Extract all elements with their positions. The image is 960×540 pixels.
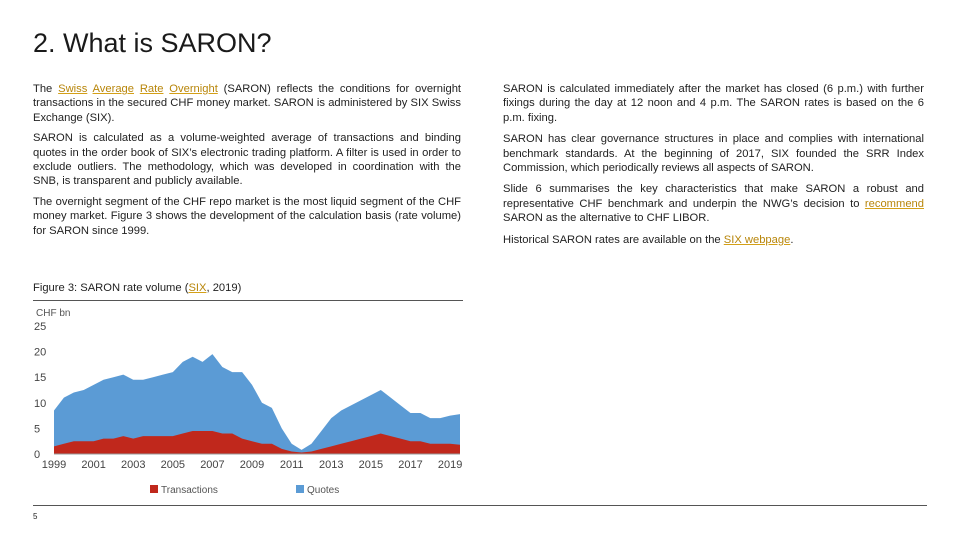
- chart-svg: [28, 304, 468, 500]
- figure-caption: [33, 282, 241, 294]
- x-tick-label: 2001: [81, 459, 106, 471]
- text-segment: Historical SARON rates are available on the: [503, 233, 724, 246]
- link-six-webpage[interactable]: SIX webpage: [723, 233, 791, 246]
- y-tick-label: 20: [34, 346, 47, 359]
- y-tick-label: 0: [34, 449, 41, 461]
- x-tick-label: 2017: [398, 459, 423, 471]
- text-segment: Slide 6 summarises the key characteristics that make SARON a robust and representative CHF benchmark and underpin the NWG’s decision to: [503, 183, 924, 210]
- right-paragraph-2: SARON has clear governance structures in place and complies with international benchmark standards. At the beginning of 2017, SIX founded the SRR Index Commission, which periodically reviews all aspects of SARON.: [503, 133, 924, 175]
- x-tick-labels: [42, 459, 463, 471]
- legend-label: Quotes: [307, 485, 340, 496]
- link-rate[interactable]: Rate: [139, 83, 164, 95]
- x-tick-label: 2003: [120, 459, 146, 471]
- text-segment: (SARON) reflects the conditions for overnight transactions in the secured CHF money market. SARON is administered by SIX Swiss Exchange (SIX).: [33, 83, 462, 124]
- link-recommend[interactable]: recommend: [864, 197, 924, 210]
- link-average[interactable]: Average: [92, 83, 134, 95]
- x-tick-label: 2019: [437, 459, 463, 471]
- x-tick-label: 2011: [279, 459, 304, 471]
- saron-volume-chart: [28, 304, 468, 500]
- x-tick-label: 2009: [239, 459, 265, 471]
- right-column: [503, 82, 924, 254]
- x-tick-label: 2005: [160, 459, 186, 471]
- chart-legend: [150, 485, 339, 496]
- y-tick-label: 10: [34, 397, 47, 410]
- right-paragraph-1: SARON is calculated immediately after the market has closed (6 p.m.) with further fixings during the day at 12 noon and 4 p.m. The SARON rates is based on the 6 p.m. fixing.: [503, 83, 924, 124]
- x-tick-label: 1999: [41, 459, 67, 471]
- link-six-source[interactable]: SIX: [188, 282, 207, 294]
- left-column: [33, 82, 461, 244]
- text-segment: The: [33, 83, 59, 95]
- legend-swatch: [150, 485, 158, 493]
- left-paragraph-3: The overnight segment of the CHF repo market is the most liquid segment of the CHF money market. Figure 3 shows the development of the calculation basis (rate volume) for SARON since 1999.: [33, 195, 461, 237]
- text-segment: .: [790, 233, 794, 246]
- page-title: 2. What is SARON?: [33, 28, 272, 58]
- text-segment: , 2019): [206, 282, 242, 294]
- x-tick-label: 2015: [358, 459, 384, 471]
- text-segment: SARON as the alternative to CHF LIBOR.: [503, 212, 710, 225]
- legend-label: Transactions: [161, 485, 218, 496]
- y-axis-label: CHF bn: [36, 308, 71, 319]
- x-tick-label: 2007: [200, 459, 225, 471]
- y-tick-label: 5: [34, 423, 41, 436]
- y-tick-label: 15: [34, 372, 47, 385]
- chart-areas: [54, 354, 460, 454]
- link-swiss[interactable]: Swiss: [58, 83, 88, 95]
- figure-divider: [33, 300, 463, 301]
- left-paragraph-1: [33, 82, 461, 125]
- right-paragraph-4: [503, 233, 924, 247]
- y-tick-labels: [34, 321, 46, 461]
- legend-swatch: [296, 485, 304, 493]
- page-number: 5: [33, 512, 38, 521]
- text-segment: Figure 3: SARON rate volume (: [33, 282, 189, 294]
- x-tick-label: 2013: [319, 459, 344, 471]
- link-overnight[interactable]: Overnight: [169, 83, 218, 95]
- left-paragraph-2: SARON is calculated as a volume-weighted average of transactions and binding quotes in the order book of SIX’s electronic trading platform. A filter is used in order to exclude outliers. The methodology, which was developed in coordination with the SNB, is transparent and publicly available.: [33, 132, 461, 188]
- footer-divider: [33, 505, 927, 506]
- y-tick-label: 25: [34, 321, 47, 333]
- right-paragraph-3: [503, 182, 924, 225]
